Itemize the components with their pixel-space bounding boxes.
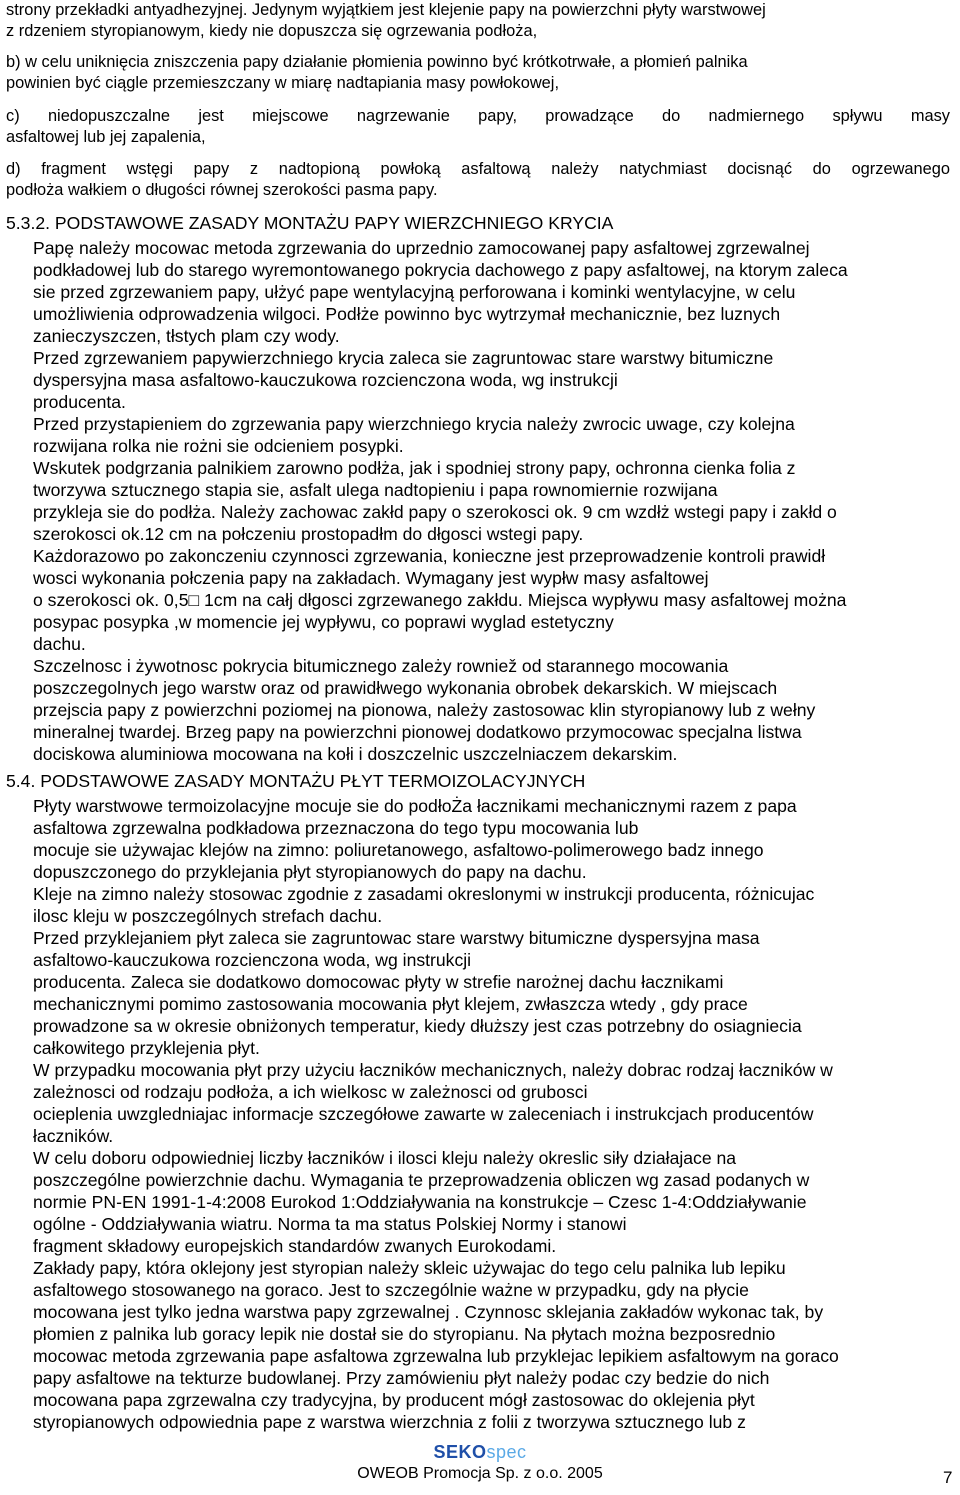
text-line: mocowac metoda zgrzewania pape asfaltowa zgrzewalna lub przyklejac lepikiem asfaltowym na goraco (33, 1346, 839, 1366)
text-line: prowadzone sa w okresie obniżonych temperatur, kiedy dłuższy jest czas potrzebny do osiagniecia (33, 1016, 802, 1036)
text-line: c) niedopuszczalne jest miejscowe nagrzewanie papy, prowadzące do nadmiernego spływu masy (6, 107, 950, 125)
text-line: ocieplenia uwzgledniajac informacje szczegółowe zawarte w zaleceniach i instrukcjach producentów (33, 1104, 814, 1124)
text-line: fragment składowy europejskich standardów zwanych Eurokodami. (33, 1236, 557, 1256)
text-line: b) w celu uniknięcia zniszczenia papy działanie płomienia powinno być krótkotrwałe, a płomień palnika (6, 53, 748, 71)
section-body-5-3-2 (33, 237, 948, 765)
text-line: powinien być ciągle przemieszczany w miarę nadtapiania masy powłokowej, (6, 74, 559, 92)
text-line: poszczególne powierzchnie dachu. Wymagania te przeprowadzenia obliczen wg zasad podanych w (33, 1170, 810, 1190)
text-line: posypac posypka ,w momencie jej wypływu, co poprawi wyglad estetyczny (33, 612, 614, 632)
text-line: umożliwienia odprowadzenia wilgoci. Podłże powinno byc wytrzymał mechanicznie, bez luznych (33, 304, 781, 324)
text-line: Przed przyklejaniem płyt zaleca sie zagruntowac stare warstwy bitumiczne dyspersyjna masa (33, 928, 760, 948)
logo-text-spec: spec (486, 1442, 527, 1462)
company-logo (0, 1441, 960, 1463)
text-line: ogólne - Oddziaływania wiatru. Norma ta ma status Polskiej Normy i stanowi (33, 1214, 627, 1234)
text-line: Wskutek podgrzania palnikiem zarowno podłża, jak i spodniej strony papy, ochronna cienka folia z (33, 458, 796, 478)
text-line: mocuje sie używajac klejów na zimno: poliuretanowego, asfaltowo-polimerowego badz innego (33, 840, 764, 860)
text-line: zależnosci od rodzaju podłoża, a ich wielkosc w zależnosci od grubosci (33, 1082, 588, 1102)
list-item-b (6, 52, 950, 94)
text-line: dachu. (33, 634, 86, 654)
text-line: podkładowej lub do starego wyremontowanego pokrycia dachowego z papy asfaltowej, na ktorym zaleca (33, 260, 848, 280)
text-line: o szerokosci ok. 0,5□ 1cm na całj dłgosci zgrzewanego zakłdu. Miejsca wypływu masy asfaltowej można (33, 590, 847, 610)
text-line: dyspersyjna masa asfaltowo-kauczukowa rozcienczona woda, wg instrukcji (33, 370, 618, 390)
text-line: łaczników. (33, 1126, 114, 1146)
section-body-5-4 (33, 795, 948, 1433)
text-line: Papę należy mocowac metoda zgrzewania do uprzednio zamocowanej papy asfaltowej zgrzewalnej (33, 238, 810, 258)
text-line: dociskowa aluminiowa mocowana na kołi i doszczelnic uszczelniaczem dekarskim. (33, 744, 678, 764)
text-line: Każdorazowo po zakonczeniu czynnosci zgrzewania, konieczne jest przeprowadzenie kontroli prawidł (33, 546, 826, 566)
section-heading-5-3-2: 5.3.2. PODSTAWOWE ZASADY MONTAŻU PAPY WIERZCHNIEGO KRYCIA (6, 213, 614, 233)
logo-text-seko: SEKO (433, 1442, 487, 1462)
text-line: sie przed zgrzewaniem papy, ułżyć pape wentylacyjną perforowana i kominki wentylacyjne, w celu (33, 282, 796, 302)
text-line: przejscia papy z powierzchni poziomej na pionowa, należy zastosowac klin styropianowy lub z wełny (33, 700, 816, 720)
intro-paragraph (6, 0, 950, 42)
text-line: rozwijana rolka nie rożni sie odcieniem posypki. (33, 436, 404, 456)
text-line: Kleje na zimno należy stosowac zgodnie z zasadami okreslonymi w instrukcji producenta, różnicujac (33, 884, 815, 904)
text-line: mocowana jest tylko jedna warstwa papy zgrzewalnej . Czynnosc sklejania zakładów wykonac tak, by (33, 1302, 824, 1322)
section-heading-5-4: 5.4. PODSTAWOWE ZASADY MONTAŻU PŁYT TERMOIZOLACYJNYCH (6, 771, 586, 791)
text-line: W celu doboru odpowiedniej liczby łaczników i ilosci kleju należy okreslic siły działajace na (33, 1148, 737, 1168)
text-line: całkowitego przyklejenia płyt. (33, 1038, 260, 1058)
text-line: poszczegolnych jego warstw oraz od prawidłwego wykonania obrobek dekarskich. W miejscach (33, 678, 778, 698)
text-line: Płyty warstwowe termoizolacyjne mocuje sie do podłoŻa łacznikami mechanicznymi razem z papa (33, 796, 797, 816)
text-line: tworzywa sztucznego stapia sie, asfalt ulega nadtopieniu i papa rownomiernie rozwijana (33, 480, 718, 500)
text-line: mineralnej twardej. Brzeg papy na powierzchni pionowej dodatkowo przymocowac specjalna listwa (33, 722, 802, 742)
text-line: papy asfaltowe na tekturze budowlanej. Przy zamówieniu płyt należy podac czy bedzie do nich (33, 1368, 770, 1388)
text-line: asfaltowa zgrzewalna podkładowa przeznaczona do tego typu mocowania lub (33, 818, 639, 838)
text-line: zanieczyszczen, tłstych plam czy wody. (33, 326, 340, 346)
text-line: asfaltowej lub jej zapalenia, (6, 128, 206, 146)
page-number: 7 (943, 1468, 953, 1487)
text-line: asfaltowego stosowanego na goraco. Jest to szczególnie ważne w przypadku, gdy na płycie (33, 1280, 749, 1300)
text-line: mechanicznymi pomimo zastosowania mocowania płyt klejem, zwłaszcza wtedy , gdy prace (33, 994, 748, 1014)
text-line: przykleja sie do podłża. Należy zachowac zakłd papy o szerokosci ok. 9 cm wzdłż wstegi papy i zakłd o (33, 502, 837, 522)
text-line: mocowana papa zgrzewalna czy tradycyjna, by producent mógł zastosowac do oklejenia płyt (33, 1390, 755, 1410)
page-footer (0, 1441, 960, 1485)
text-line: producenta. (33, 392, 126, 412)
text-line: Szczelnosc i żywotnosc pokrycia bitumicznego zależy rowniež od starannego mocowania (33, 656, 729, 676)
list-item-c (6, 106, 950, 148)
footer-company: OWEOB Promocja Sp. z o.o. 2005 (357, 1465, 603, 1482)
text-line: dopuszczonego do przyklejania płyt styropianowych do papy na dachu. (33, 862, 587, 882)
text-line: styropianowych odpowiednia pape z warstwa wierzchnia z folii z tworzywa sztucznego lub z (33, 1412, 746, 1432)
text-line: W przypadku mocowania płyt przy użyciu łaczników mechanicznych, należy dobrac rodzaj łaczników w (33, 1060, 833, 1080)
text-line: podłoża wałkiem o długości równej szerokości pasma papy. (6, 181, 438, 199)
text-line: wosci wykonania połczenia papy na zakładach. Wymagany jest wypłw masy asfaltowej (33, 568, 709, 588)
text-line: strony przekładki antyadhezyjnej. Jedynym wyjątkiem jest klejenie papy na powierzchni płyty warstwowej (6, 1, 766, 19)
text-line: ilosc kleju w poszczególnych strefach dachu. (33, 906, 383, 926)
text-line: Przed zgrzewaniem papywierzchniego krycia zaleca sie zagruntowac stare warstwy bitumiczne (33, 348, 774, 368)
list-item-d (6, 159, 950, 201)
text-line: Zakłady papy, która oklejony jest styropian należy skleic używajac do tego celu palnika lub lepiku (33, 1258, 786, 1278)
text-line: szerokosci ok.12 cm na połczeniu prostopadłm do dłgosci wstegi papy. (33, 524, 584, 544)
text-line: płomien z palnika lub goracy lepik nie dostał sie do styropianu. Na płytach można bezposrednio (33, 1324, 776, 1344)
text-line: z rdzeniem styropianowym, kiedy nie dopuszcza się ogrzewania podłoża, (6, 22, 538, 40)
text-line: normie PN-EN 1991-1-4:2008 Eurokod 1:Oddziaływania na konstrukcje – Czesc 1-4:Oddziaływanie (33, 1192, 807, 1212)
text-line: d) fragment wstęgi papy z nadtopioną powłoką asfaltową należy natychmiast docisnąć do ogrzewanego (6, 160, 950, 178)
text-line: Przed przystapieniem do zgrzewania papy wierzchniego krycia należy zwrocic uwage, czy kolejna (33, 414, 795, 434)
text-line: producenta. Zaleca sie dodatkowo domocowac płyty w strefie narożnej dachu łacznikami (33, 972, 724, 992)
text-line: asfaltowo-kauczukowa rozcienczona woda, wg instrukcji (33, 950, 472, 970)
